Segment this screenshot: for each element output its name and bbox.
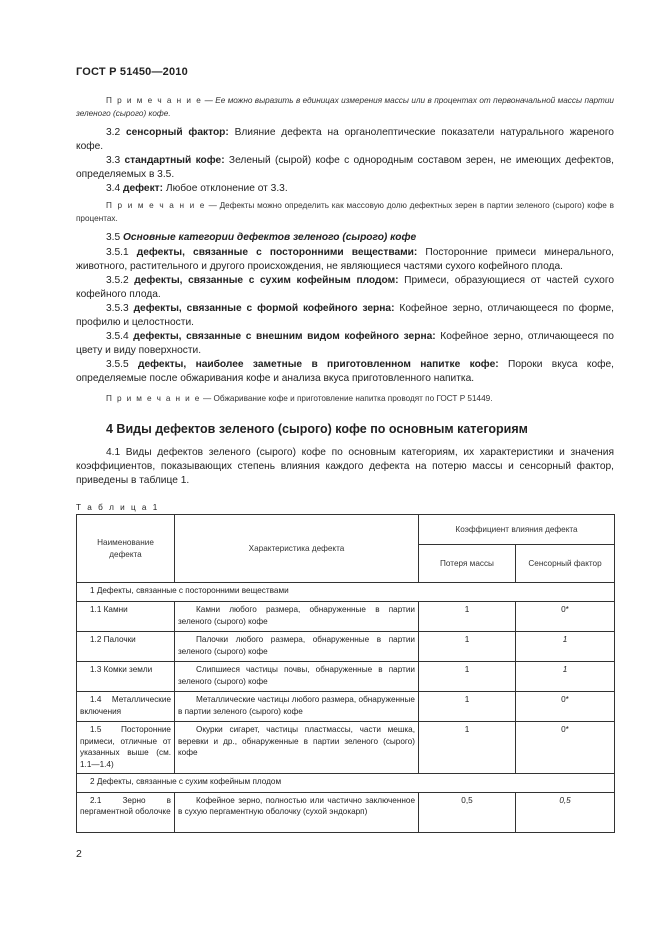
def-term: сенсорный фактор: bbox=[125, 127, 229, 138]
cat-text: Примеси, образующиеся от частей сухого кофейного плода. bbox=[76, 274, 614, 300]
table-row bbox=[77, 662, 615, 692]
table-group-2: 2 Дефекты, связанные с сухим кофейным плодом bbox=[77, 773, 615, 792]
note-text: — Ее можно выразить в единицах измерения массы или в процентах от первоначальной массы партии зеленого (сырого) кофе. bbox=[76, 96, 614, 118]
cell-characteristic: Кофейное зерно, полностью или частично заключенное в сухую пергаментную оболочку (сухой эндокарп) bbox=[175, 792, 419, 832]
cell-mass-loss: 1 bbox=[419, 692, 516, 722]
cell-mass-loss: 1 bbox=[419, 662, 516, 692]
cat-term: дефекты, связанные с формой кофейного зерна: bbox=[133, 302, 395, 314]
cat-heading-text: Основные категории дефектов зеленого (сырого) кофе bbox=[123, 232, 417, 244]
table-row bbox=[77, 792, 615, 832]
cat-heading-num: 3.5 bbox=[106, 232, 123, 244]
cat-text: Кофейное зерно, отличающееся по форме, профилю и целостности. bbox=[76, 302, 614, 329]
note-label: П р и м е ч а н и е bbox=[106, 393, 201, 403]
cell-characteristic: Палочки любого размера, обнаруженные в партии зеленого (сырого) кофе bbox=[175, 632, 419, 662]
note-2 bbox=[76, 200, 614, 225]
cell-sensory: 1 bbox=[516, 662, 615, 692]
cat-term: дефекты, связанные с внешним видом кофейного зерна: bbox=[133, 331, 436, 343]
cell-mass-loss: 1 bbox=[419, 722, 516, 773]
cell-name: 1.1 Камни bbox=[77, 602, 175, 632]
table-row bbox=[77, 692, 615, 722]
table-row bbox=[77, 632, 615, 662]
category-3-5-1 bbox=[76, 246, 614, 274]
cell-characteristic: Слипшиеся частицы почвы, обнаруженные в партии зеленого (сырого) кофе bbox=[175, 662, 419, 692]
cell-name: 1.3 Комки земли bbox=[77, 662, 175, 692]
definition-3-3 bbox=[76, 154, 614, 182]
def-num: 3.2 bbox=[106, 127, 126, 138]
cat-text: Посторонние примеси минерального, животного, растительного и другого происхождения, не являющиеся частями сухого кофейного плода. bbox=[76, 246, 614, 272]
cat-text: Кофейное зерно, отличающееся по цвету и виду поверхности. bbox=[76, 331, 614, 357]
cat-num: 3.5.4 bbox=[106, 331, 134, 343]
header-defect-characteristic: Характеристика дефекта bbox=[175, 515, 419, 583]
header-coefficient: Коэффициент влияния дефекта bbox=[419, 515, 615, 545]
cell-sensory: 0* bbox=[516, 722, 615, 773]
cell-sensory: 0,5 bbox=[516, 792, 615, 832]
cell-mass-loss: 0,5 bbox=[419, 792, 516, 832]
header-sensory-factor: Сенсорный фактор bbox=[516, 545, 615, 583]
cell-characteristic: Металлические частицы любого размера, обнаруженные в партии зеленого (сырого) кофе bbox=[175, 692, 419, 722]
cat-num: 3.5.1 bbox=[106, 246, 137, 258]
cell-name: 1.5 Посторонние примеси, отличные от указанных выше (см. 1.1—1.4) bbox=[77, 722, 175, 773]
cat-num: 3.5.5 bbox=[106, 359, 139, 371]
note-label: П р и м е ч а н и е bbox=[106, 96, 203, 105]
cell-mass-loss: 1 bbox=[419, 602, 516, 632]
page-number: 2 bbox=[76, 848, 82, 860]
cell-name: 1.2 Палочки bbox=[77, 632, 175, 662]
def-text: Зеленый (сырой) кофе с однородным составом зерен, не имеющих дефектов, определяемых в 3.5. bbox=[76, 155, 614, 181]
paragraph-4-1: 4.1 Виды дефектов зеленого (сырого) кофе по основным категориям, их характеристики и значения коэффициентов, показывающих степень влияния каждого дефекта на потерю массы и сенсорный фактор, приведены в таблице 1. bbox=[76, 447, 614, 487]
cell-sensory: 0* bbox=[516, 602, 615, 632]
def-num: 3.3 bbox=[106, 155, 125, 167]
definition-3-2 bbox=[76, 126, 614, 154]
cell-sensory: 1 bbox=[516, 632, 615, 662]
cat-term: дефекты, связанные с посторонними веществами: bbox=[136, 246, 418, 258]
cat-text: Пороки вкуса кофе, определяемые после обжаривания кофе и анализа вкуса приготовленного напитка. bbox=[76, 359, 614, 385]
cell-sensory: 0* bbox=[516, 692, 615, 722]
category-3-5-4 bbox=[76, 330, 614, 358]
def-term: дефект: bbox=[123, 183, 164, 195]
note-text: — Дефекты можно определить как массовую долю дефектных зерен в партии зеленого (сырого) кофе в процентах. bbox=[76, 201, 614, 223]
note-3 bbox=[76, 393, 614, 406]
def-text: Влияние дефекта на органолептические показатели натурального жареного кофе. bbox=[76, 127, 614, 153]
category-3-5-2 bbox=[76, 274, 614, 302]
def-term: стандартный кофе: bbox=[124, 155, 225, 167]
cat-num: 3.5.3 bbox=[106, 302, 134, 314]
defects-table bbox=[76, 514, 615, 832]
table-row bbox=[77, 602, 615, 632]
header-defect-name: Наименование дефекта bbox=[77, 515, 175, 583]
def-text: Любое отклонение от 3.3. bbox=[163, 183, 288, 195]
cell-mass-loss: 1 bbox=[419, 632, 516, 662]
categories-heading bbox=[76, 231, 614, 245]
note-label: П р и м е ч а н и е bbox=[106, 201, 206, 211]
note-text: — Обжаривание кофе и приготовление напитка проводят по ГОСТ Р 51449. bbox=[200, 393, 493, 403]
table-row bbox=[77, 722, 615, 773]
cell-name: 2.1 Зерно в пергаментной оболочке bbox=[77, 792, 175, 832]
header-mass-loss: Потеря массы bbox=[419, 545, 516, 583]
def-num: 3.4 bbox=[106, 183, 123, 195]
cat-num: 3.5.2 bbox=[106, 274, 135, 286]
cell-name: 1.4 Металлические включения bbox=[77, 692, 175, 722]
category-3-5-3 bbox=[76, 302, 614, 330]
definition-3-4 bbox=[76, 182, 614, 196]
section-4-title: 4 Виды дефектов зеленого (сырого) кофе по основным категориям bbox=[106, 422, 528, 436]
cell-characteristic: Камни любого размера, обнаруженные в партии зеленого (сырого) кофе bbox=[175, 602, 419, 632]
document-header: ГОСТ Р 51450—2010 bbox=[76, 66, 188, 78]
table-caption: Т а б л и ц а 1 bbox=[76, 503, 160, 513]
page-content bbox=[76, 95, 614, 833]
cat-term: дефекты, наиболее заметные в приготовленном напитке кофе: bbox=[138, 359, 499, 371]
cell-characteristic: Окурки сигарет, частицы пластмассы, части мешка, веревки и др., обнаруженные в партии зеленого (сырого) кофе bbox=[175, 722, 419, 773]
table-group-1: 1 Дефекты, связанные с посторонними веществами bbox=[77, 583, 615, 602]
note-1 bbox=[76, 95, 614, 120]
cat-term: дефекты, связанные с сухим кофейным плодом: bbox=[134, 274, 399, 286]
category-3-5-5 bbox=[76, 358, 614, 386]
